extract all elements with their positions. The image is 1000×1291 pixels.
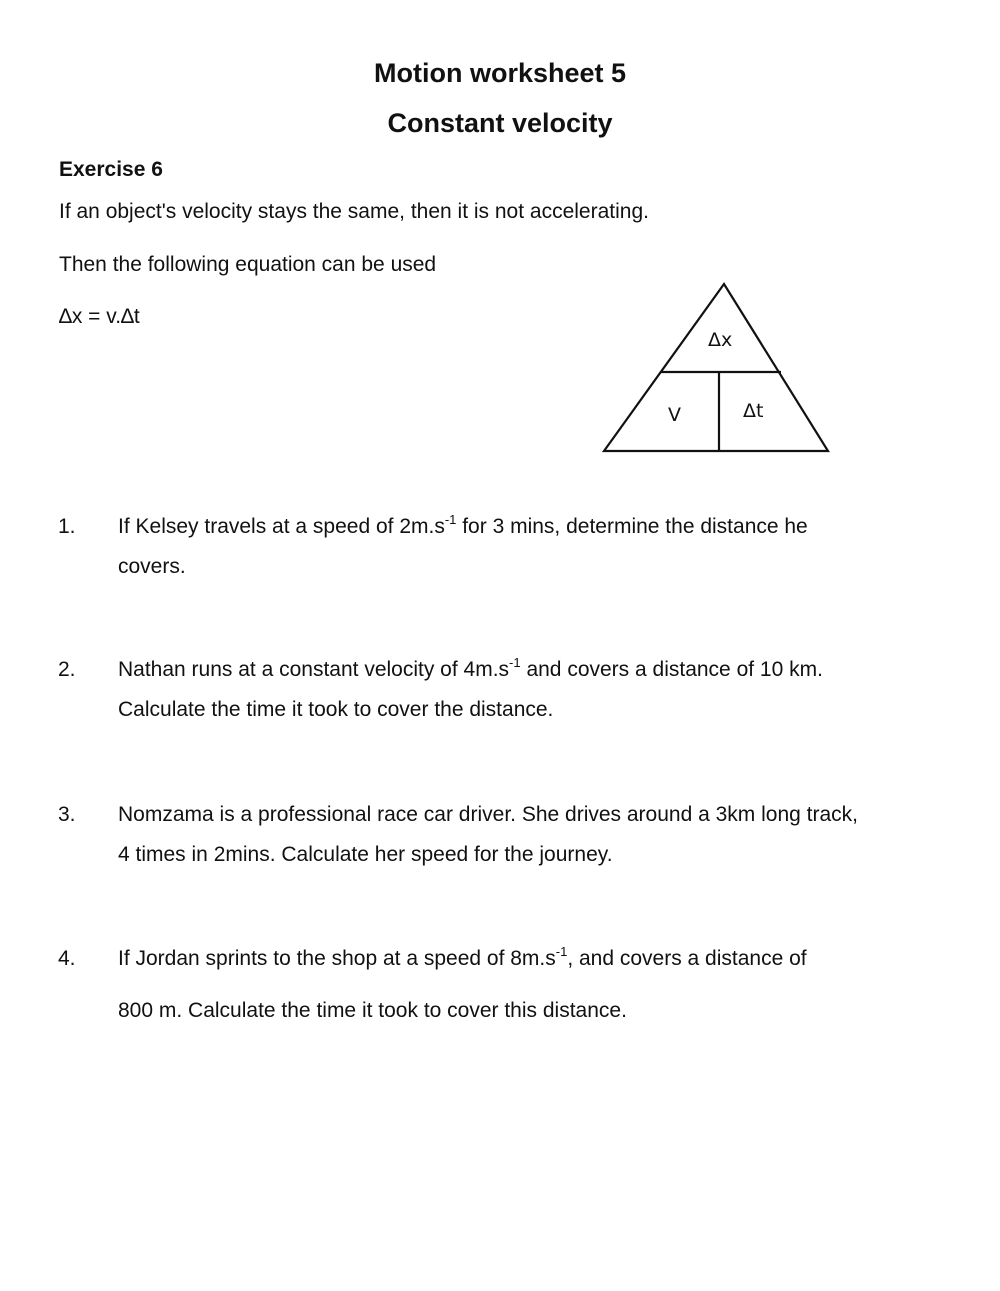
exercise-heading: Exercise 6 — [59, 158, 163, 181]
equation: ∆x = v.∆t — [59, 305, 140, 328]
triangle-right-label: Δt — [743, 400, 764, 422]
question-2-line-2: Calculate the time it took to cover the distance. — [118, 698, 554, 721]
triangle-top-label: Δx — [708, 329, 733, 351]
page-title: Motion worksheet 5 — [373, 58, 627, 88]
question-3-number: 3. — [58, 803, 76, 826]
equation-intro-text: Then the following equation can be used — [59, 253, 437, 276]
question-3-line-1: Nomzama is a professional race car driver. She drives around a 3km long track, — [118, 803, 858, 826]
page-subtitle: Constant velocity — [387, 108, 613, 138]
question-1-line-2: covers. — [118, 555, 186, 578]
question-1-number: 1. — [58, 515, 76, 538]
question-1-line-1: If Kelsey travels at a speed of $2m.s^{-1}$ for 3 mins, determine the distance he — [118, 512, 808, 538]
question-4-number: 4. — [58, 947, 76, 970]
question-2-line-1: Nathan runs at a constant velocity of $4m.s^{-1}$ and covers a distance of 10 km. — [118, 655, 823, 681]
question-4-line-1: If Jordan sprints to the shop at a speed of $8m.s^{-1}$, and covers a distance of — [118, 944, 807, 970]
question-2-number: 2. — [58, 658, 76, 681]
triangle-outline — [604, 284, 828, 451]
question-3-line-2: 4 times in 2mins. Calculate her speed for the journey. — [118, 843, 613, 866]
intro-text: If an object's velocity stays the same, then it is not accelerating. — [59, 200, 649, 223]
formula-triangle — [600, 280, 832, 458]
triangle-left-label: V — [668, 404, 681, 426]
question-4-line-2: 800 m. Calculate the time it took to cover this distance. — [118, 999, 627, 1022]
